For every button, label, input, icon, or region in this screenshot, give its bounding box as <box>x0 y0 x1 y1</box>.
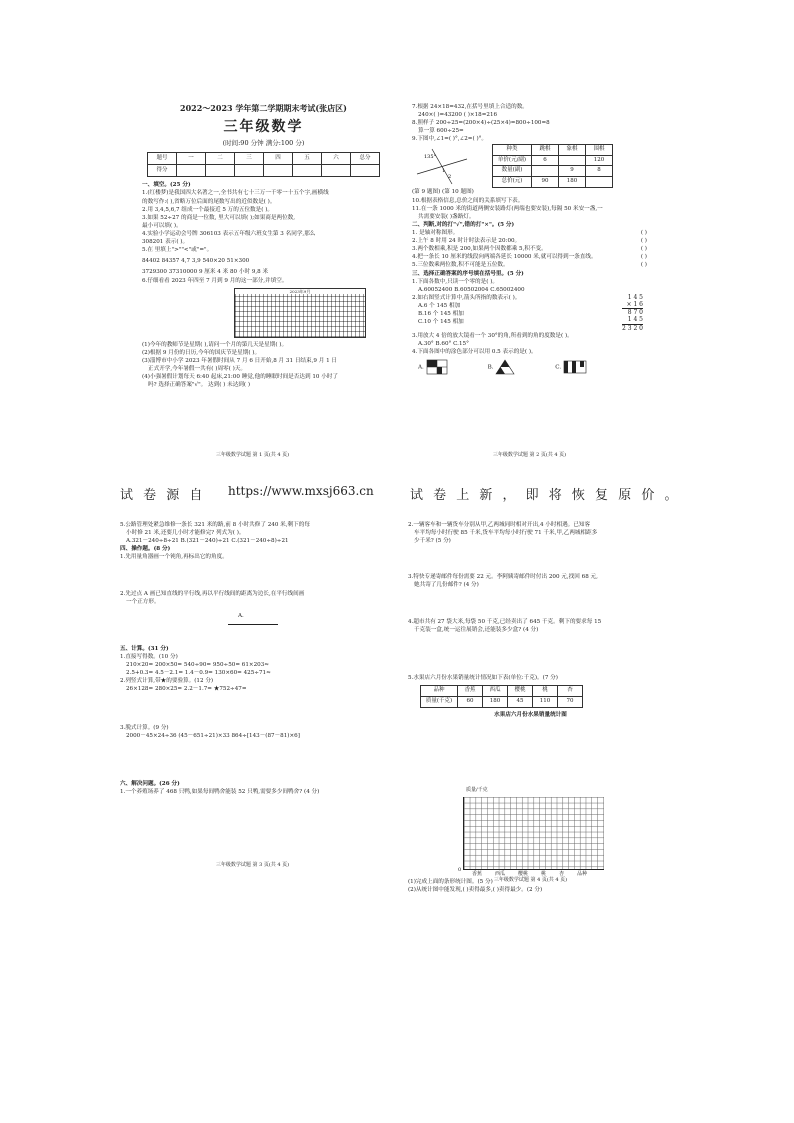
choice-4-option-b: B. <box>488 359 516 375</box>
choice-2: 2.如右图竖式计算中,箭头所指的数表示( )。 <box>412 294 521 301</box>
question-4: 4.实验小学运动会号牌 306103 表示五年级六班女生第 3 名同学,那么 <box>142 230 316 237</box>
exam-page-1 <box>120 95 385 465</box>
question-5-row-1: 84402 84357 4,7 3,9 540×20 51×300 <box>142 258 250 265</box>
calc-1-row-1: 210×20= 200×50= 540÷90= 950÷50= 61×203≈ <box>126 662 269 669</box>
problem-5b: (2)从统计图中能发现,( )卖得最多,( )卖得最少。(2 分) <box>408 887 543 893</box>
subject-title: 三年级数学 <box>223 118 304 135</box>
time-score: (时间:90 分钟 满分:100 分) <box>222 138 305 147</box>
score-header: 总分 <box>351 153 380 165</box>
section-4-heading: 四、操作题。(8 分) <box>120 546 171 553</box>
question-8b: 算一算 600÷25= <box>418 128 464 135</box>
chart-origin: 0 <box>458 867 462 873</box>
operation-1: 1.先用量角器画一个钝角,再标出它的角度。 <box>120 554 228 561</box>
question-1b: 的数写作:( ),省略万位后面的尾数写出的近似数是( )。 <box>142 198 276 205</box>
calc-2-row: 26×128= 280×25= 2.2－1.7= ★752÷47= <box>126 686 247 693</box>
score-table <box>147 152 380 177</box>
chart-ylabel: 质量/千克 <box>466 787 488 793</box>
score-header: 一 <box>177 153 206 165</box>
price-cell <box>586 177 613 188</box>
operation-2b: 一个正方形。 <box>126 598 160 605</box>
question-7: 7.根据 24×18=432,在括号里填上合适的数。 <box>412 104 528 110</box>
choice-1-options: A.60052400 B.60502004 C.65002400 <box>418 286 525 293</box>
exam-page-2 <box>412 95 647 465</box>
page-footer: 三年级数学试题 第 4 页(共 4 页) <box>493 877 568 883</box>
question-5: 5.公路管理处紧急维修一条长 321 米的路,前 8 小时共修了 240 米,剩下的每 <box>120 522 310 528</box>
price-cell: 数量(副) <box>493 166 532 177</box>
score-header: 题号 <box>148 153 177 165</box>
price-cell: 8 <box>586 166 613 177</box>
question-6: 6.仔细看看 2023 年四至 7 月到 9 月的这一部分,并填空。 <box>142 277 288 284</box>
fruit-value: 45 <box>508 696 533 707</box>
fruit-header: 樱桃 <box>508 685 533 696</box>
price-header: 象棋 <box>559 144 586 155</box>
judge-item: 2.上午 8 时用 24 时计时法表示是 20:00。 ( ) <box>412 238 647 245</box>
score-cell[interactable] <box>177 165 206 177</box>
question-4b: 308201 表示( )。 <box>142 239 189 246</box>
judge-item: 5.三位数乘两位数,积不可能是五位数。 ( ) <box>412 262 647 269</box>
question-6b: (2)根据 9 月份的日历,今年的国庆节是星期( )。 <box>142 349 261 356</box>
question-1: 1.(红楼梦)是我国四大名著之一,全书共有七十三万一千零一十五个字,画横线 <box>142 190 329 197</box>
price-header: 跳棋 <box>532 144 559 155</box>
price-cell <box>532 166 559 177</box>
choice-1: 1.下面各数中,只读一个零的是( )。 <box>412 278 498 285</box>
vertical-multiplication: 1 4 5 × 1 6 8 7 0 1 4 5 2 3 2 0 <box>622 293 643 332</box>
section-2-heading: 二、判断,对的打"√",错的打"×"。(5 分) <box>412 221 515 228</box>
fruit-value: 180 <box>483 696 508 707</box>
score-cell[interactable] <box>322 165 351 177</box>
fruit-row-label: 质量(千克) <box>421 696 458 707</box>
problem-5a: (1)完成上面的条形统计图。(5 分) <box>408 879 493 885</box>
question-11b: 共需要安装( )盏路灯。 <box>418 213 475 220</box>
problem-5: 5.水果店六月份水果销量统计情况如下表(单位:千克)。(7 分) <box>408 674 558 681</box>
choice-2-option: B.16 个 145 相加 <box>418 311 464 318</box>
problem-4: 4.超市共有 27 袋大米,每袋 50 千克,已经卖出了 645 千克。剩下的要求每 15 <box>408 618 602 625</box>
question-6d2: 吗? 选择正确答案"√"。 达到( ) 未达到( ) <box>148 382 251 389</box>
question-9: 9.下图中,∠1=( )°,∠2=( )°。 <box>412 136 488 143</box>
price-header: 种类 <box>493 144 532 155</box>
price-cell: 总价(元) <box>493 177 532 188</box>
section-5-heading: 五、计算。(31 分) <box>120 645 169 652</box>
problem-2: 2.一辆客车和一辆货车分别从甲,乙两城同时相对开出,4 小时相遇。已知客 <box>408 522 591 528</box>
question-10: 10.根据表格信息,总价之间的关系填写下表。 <box>412 197 524 204</box>
question-6c: (3)淄博市中小学 2023 年暑假时间从 7 月 6 日开始,8 月 31 日结束,9 月 1 日 <box>142 357 338 364</box>
problem-1: 1.一个养殖场养了 468 只鸭,如果每间鸭舍能装 52 只鸭,需要多少间鸭舍? (4 分) <box>120 788 320 795</box>
problem-2b: 车平均每小时行驶 85 千米,货车平均每小时行驶 71 千米,甲,乙两城相距多 <box>414 530 598 537</box>
score-row-label: 得分 <box>148 165 177 177</box>
banner-right: 试 卷 上 新 ， 即 将 恢 复 原 价 。 <box>410 488 681 503</box>
calc-1-row-2: 2.5+0.3= 4.5－2.1= 1.4－0.9= 130×60= 425÷71≈ <box>126 670 271 677</box>
banner-left: 试 卷 源 自 <box>120 488 206 503</box>
price-cell: 9 <box>559 166 586 177</box>
exam-page-3 <box>120 515 385 875</box>
price-table <box>492 144 613 189</box>
price-cell: 180 <box>559 177 586 188</box>
page-footer: 三年级数学试题 第 3 页(共 4 页) <box>215 861 290 868</box>
choice-4-option-a: A. <box>418 359 448 375</box>
price-cell: 120 <box>586 155 613 166</box>
price-cell: 90 <box>532 177 559 188</box>
problem-3: 3.特快专递寄邮件每份需要 22 元。李阿姨寄邮件时付出 200 元,找回 68 元, <box>408 574 598 581</box>
calc-3: 3.脱式计算。(9 分) <box>120 724 169 731</box>
question-5b: 小时修 21 米,还要几小时才能修完? 列式为( )。 <box>126 530 245 537</box>
exam-title: 2022～2023 学年第二学期期末考试(张店区) <box>180 103 347 113</box>
judge-item: 3.两个数相乘,积是 200,如果两个因数都乘 5,积不变。 ( ) <box>412 246 647 253</box>
question-5: 5.在 里填上">""<"或"="。 <box>142 247 213 254</box>
price-cell: 6 <box>532 155 559 166</box>
chart-xlabels: 香蕉 西瓜 樱桃 桃 杏 品种 <box>472 871 588 877</box>
bar-shape-icon <box>563 360 587 374</box>
calc-3-row: 2000－45×24÷36 (45－651÷21)×33 864÷[143－(87－81)×6] <box>126 732 300 739</box>
calc-1: 1.直接写得数。(10 分) <box>120 653 178 660</box>
fruit-value: 60 <box>458 696 483 707</box>
calc-2: 2.列竖式计算,带★的要验算。(12 分) <box>120 678 214 685</box>
triangle-shape-icon <box>495 359 515 375</box>
fruit-header: 桃 <box>533 685 558 696</box>
score-header: 四 <box>264 153 293 165</box>
page-footer: 三年级数学试题 第 1 页(共 4 页) <box>215 451 290 458</box>
section-3-heading: 三、选择正确答案的序号填在括号里。(5 分) <box>412 270 524 277</box>
question-5-options: A.321－240÷8÷21 B.(321－240)÷21 C.(321－240÷8)÷21 <box>126 538 289 545</box>
point-a: A. <box>238 612 244 619</box>
choice-3: 3.用放大 4 倍的放大镜看一个 30°的角,所看到的角的度数是( )。 <box>412 332 573 339</box>
operation-2: 2.先过点 A 画已知直线的平行线,再以平行线间的距离为边长,在平行线间画 <box>120 590 305 597</box>
score-cell[interactable] <box>206 165 235 177</box>
fruit-value: 110 <box>533 696 558 707</box>
grid-shape-icon <box>426 359 448 375</box>
score-cell[interactable] <box>235 165 264 177</box>
score-header: 五 <box>293 153 322 165</box>
score-header: 六 <box>322 153 351 165</box>
price-cell <box>559 155 586 166</box>
judge-item: 4.把一条长 10 厘米的线段向两端各延长 10000 米,就可以得到一条直线。 ( ) <box>412 254 647 261</box>
fruit-table <box>420 685 583 708</box>
judge-item: 1. 是轴对称图形。 ( ) <box>412 229 647 236</box>
score-cell[interactable] <box>351 165 380 177</box>
score-header: 二 <box>206 153 235 165</box>
choice-4-option-c: C. <box>555 360 587 374</box>
choice-3-options: A.30° B.60° C.15° <box>418 340 469 347</box>
question-5-row-2: 3729300 37310000 9 厘米 4 米 80 小时 9,8 米 <box>142 269 269 276</box>
problem-4b: 千克装一盒,统一运往展销会,还能装多少盒? (4 分) <box>414 626 539 633</box>
question-2: 2.用 3,4,5,6,7 组成一个最接近 5 万的五位数是( )。 <box>142 206 273 213</box>
price-cell: 单价(元/副) <box>493 155 532 166</box>
fruit-value: 70 <box>558 696 583 707</box>
choice-2-option: A.6 个 145 相加 <box>418 302 461 309</box>
question-11: 11.在一条 1000 米的街道两侧安装路灯(两端也要安装),每隔 50 米安一盏,一 <box>412 205 603 212</box>
choice-2-option: C.10 个 145 相加 <box>418 319 464 326</box>
angle-label: 135° <box>424 153 437 160</box>
angle-figure <box>412 144 472 186</box>
score-cell[interactable] <box>293 165 322 177</box>
question-6d: (4)小强暑假计划每天 6:40 起床,21:00 睡觉,他的睡眠时间是否达到 10 小时了 <box>142 374 339 381</box>
figure-captions: (第 9 题图) (第 10 题图) <box>412 189 474 196</box>
calendar-image <box>234 288 366 338</box>
question-8: 8.照样子 200÷25=(200×4)÷(25×4)=800÷100=8 <box>412 120 550 127</box>
question-6a: (1)今年的教师节是星期( ),请问一个月的第几天是星期( )。 <box>142 341 288 348</box>
question-7a: 240×( )=43200 ( )×18=216 <box>418 112 498 119</box>
problem-3b: 她共寄了几份邮件? (4 分) <box>414 582 479 589</box>
svg-text:1: 1 <box>442 167 446 174</box>
price-header: 围棋 <box>586 144 613 155</box>
question-6c2: 正式开学,今年暑假一共有( )周零( )天。 <box>148 365 246 372</box>
section-1-heading: 一、填空。(25 分) <box>142 182 191 189</box>
section-6-heading: 六、解决问题。(26 分) <box>120 780 180 787</box>
score-cell[interactable] <box>264 165 293 177</box>
fruit-header: 香蕉 <box>458 685 483 696</box>
fruit-header: 西瓜 <box>483 685 508 696</box>
question-3: 3.如果 52÷27 的商是一位数, 里大可以填( );如果商是两位数, <box>142 214 296 221</box>
banner-url[interactable]: https://www.mxsj663.cn <box>228 484 374 498</box>
fruit-header: 品种 <box>421 685 458 696</box>
fruit-header: 杏 <box>558 685 583 696</box>
chart-title: 水果店六月份水果销量统计图 <box>494 711 567 718</box>
svg-text:2: 2 <box>448 173 452 180</box>
problem-2c: 少千米? (5 分) <box>414 538 451 545</box>
calendar-title: 2023年9月 <box>235 289 365 295</box>
score-header: 三 <box>235 153 264 165</box>
question-3b: 最小可以填( )。 <box>142 222 182 229</box>
page-footer: 三年级数学试题 第 2 页(共 4 页) <box>492 451 567 458</box>
choice-4: 4.下面各图中的涂色部分可以用 0.5 表示的是( )。 <box>412 349 537 355</box>
blank-bar-chart-grid[interactable] <box>463 797 604 870</box>
